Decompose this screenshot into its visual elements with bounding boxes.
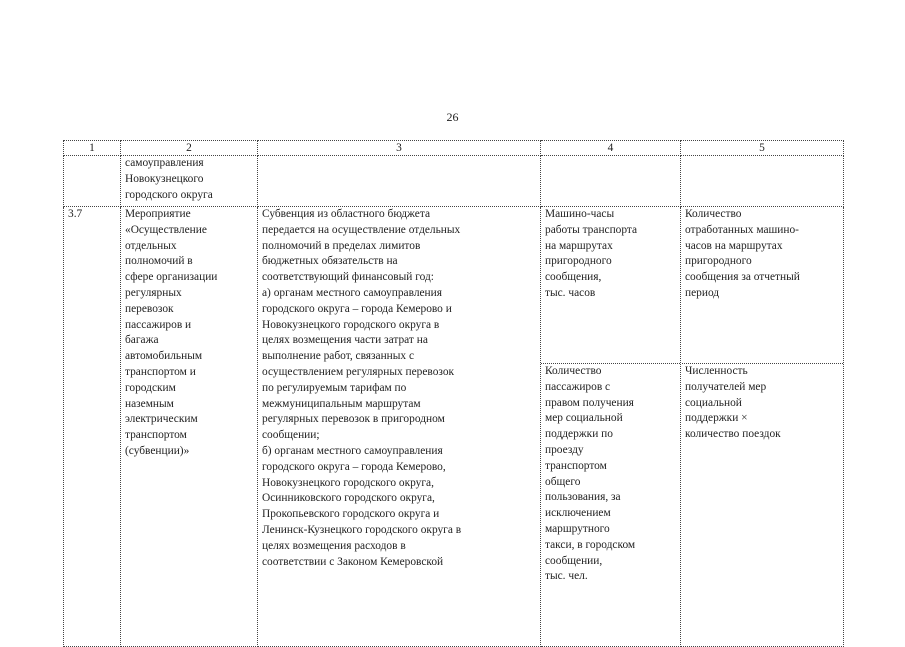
text-line: бюджетных обязательств на [262,255,398,268]
text-line: получателей мер [685,380,767,393]
text-line: Ленинск-Кузнецкого городского округа в [262,523,462,536]
column-header-4: 4 [541,141,681,156]
text-line: б) органам местного самоуправления [262,444,443,457]
text-line: пригородного [685,255,752,268]
table-row-continuation [64,156,844,207]
text-line: осуществлением регулярных перевозок [262,365,455,378]
text-line: Новокузнецкого городского округа, [262,476,434,489]
text-line: багажа [125,334,159,347]
text-line: транспортом и [125,365,196,378]
text-line: правом получения [545,396,634,409]
text-line: самоуправления [125,157,204,169]
text-line: регулярных [125,286,182,299]
text-line: часов на маршрутах [685,239,783,252]
cell-empty [541,156,681,207]
text-line: отработанных машино- [685,223,799,236]
text-line: поддержки × [685,412,748,425]
text-line: сообщения, [545,271,602,284]
text-line: регулярных перевозок в пригородном [262,413,445,426]
text-line: общего [545,475,581,488]
text-line: пользования, за [545,491,621,504]
text-line: а) органам местного самоуправления [262,286,442,299]
indicator-passengers [541,363,680,646]
text-line: Новокузнецкого [125,172,204,185]
text-line: целях возмещения части затрат на [262,334,428,347]
text-line: сообщения за отчетный [685,271,800,284]
text-line: Прокопьевского городского округа и [262,508,440,521]
text-line: городского округа – города Кемерово, [262,460,446,473]
column-header-1: 1 [64,141,121,156]
text-line: отдельных [125,239,177,252]
text-line: автомобильным [125,350,203,363]
text-line: перевозок [125,302,174,315]
text-line: Количество [545,365,602,377]
text-line: количество поездок [685,428,781,441]
text-line: работы транспорта [545,223,638,236]
text-line: межмуниципальным маршрутам [262,397,421,410]
text-line: городского округа – города Кемерово и [262,302,452,315]
text-line: Осинниковского городского округа, [262,492,435,505]
cell-empty [681,156,844,207]
text-line: сфере организации [125,271,218,284]
text-line: социальной [685,396,742,409]
text-line: пассажиров с [545,380,611,393]
text-line: «Осуществление [125,223,207,236]
column-header-3: 3 [258,141,541,156]
method-passengers [681,363,844,646]
text-line: городским [125,381,176,394]
text-line: сообщении; [262,429,320,442]
text-line: тыс. чел. [545,570,588,583]
indicator-machine-hours [545,207,676,363]
text-line: маршрутного [545,522,610,535]
cell-empty [258,156,541,207]
text-line: городского округа [125,188,213,201]
column-header-row [64,141,844,156]
text-line: такси, в городском [545,538,636,551]
text-line: транспортом [125,429,187,442]
text-line: пассажиров и [125,318,192,331]
text-line: соответствующий финансовый год: [262,271,434,284]
text-line: целях возмещения расходов в [262,539,406,552]
text-line: Машино-часы [545,208,615,220]
text-line: Субвенция из областного бюджета [262,208,431,220]
text-line: исключением [545,507,611,520]
text-line: выполнение работ, связанных с [262,350,415,363]
text-line: сообщении, [545,554,603,567]
text-line: на маршрутах [545,239,613,252]
cell-activity-name [121,207,258,647]
text-line: поддержки по [545,428,613,441]
column-header-5: 5 [681,141,844,156]
text-line: транспортом [545,459,607,472]
text-line: полномочий в [125,255,193,268]
cell-calculation-method [681,207,844,647]
page-number: 26 [446,110,459,124]
text-line: пригородного [545,255,612,268]
table-row-3-7 [64,207,844,647]
cell-subvention-description [258,207,541,647]
column-header-2: 2 [121,141,258,156]
text-line: Новокузнецкого городского округа в [262,318,440,331]
text-line: (субвенции)» [125,444,190,457]
text-line: наземным [125,397,174,410]
text-line: соответствии с Законом Кемеровской [262,555,444,568]
text-line: по регулируемым тарифам по [262,381,407,394]
cell-continuation-col2 [121,156,258,207]
text-line: тыс. часов [545,286,596,299]
text-line: передается на осуществление отдельных [262,223,461,236]
cell-row-number: 3.7 [64,207,121,647]
text-line: Мероприятие [125,208,191,220]
document-table [63,140,844,647]
text-line: проезду [545,443,584,456]
text-line: полномочий в пределах лимитов [262,239,421,252]
cell-empty [64,156,121,207]
text-line: Численность [685,365,748,377]
text-line: Количество [685,208,742,220]
method-machine-hours [685,207,839,363]
text-line: мер социальной [545,412,623,425]
text-line: период [685,286,720,299]
cell-indicators [541,207,681,647]
text-line: электрическим [125,413,198,426]
